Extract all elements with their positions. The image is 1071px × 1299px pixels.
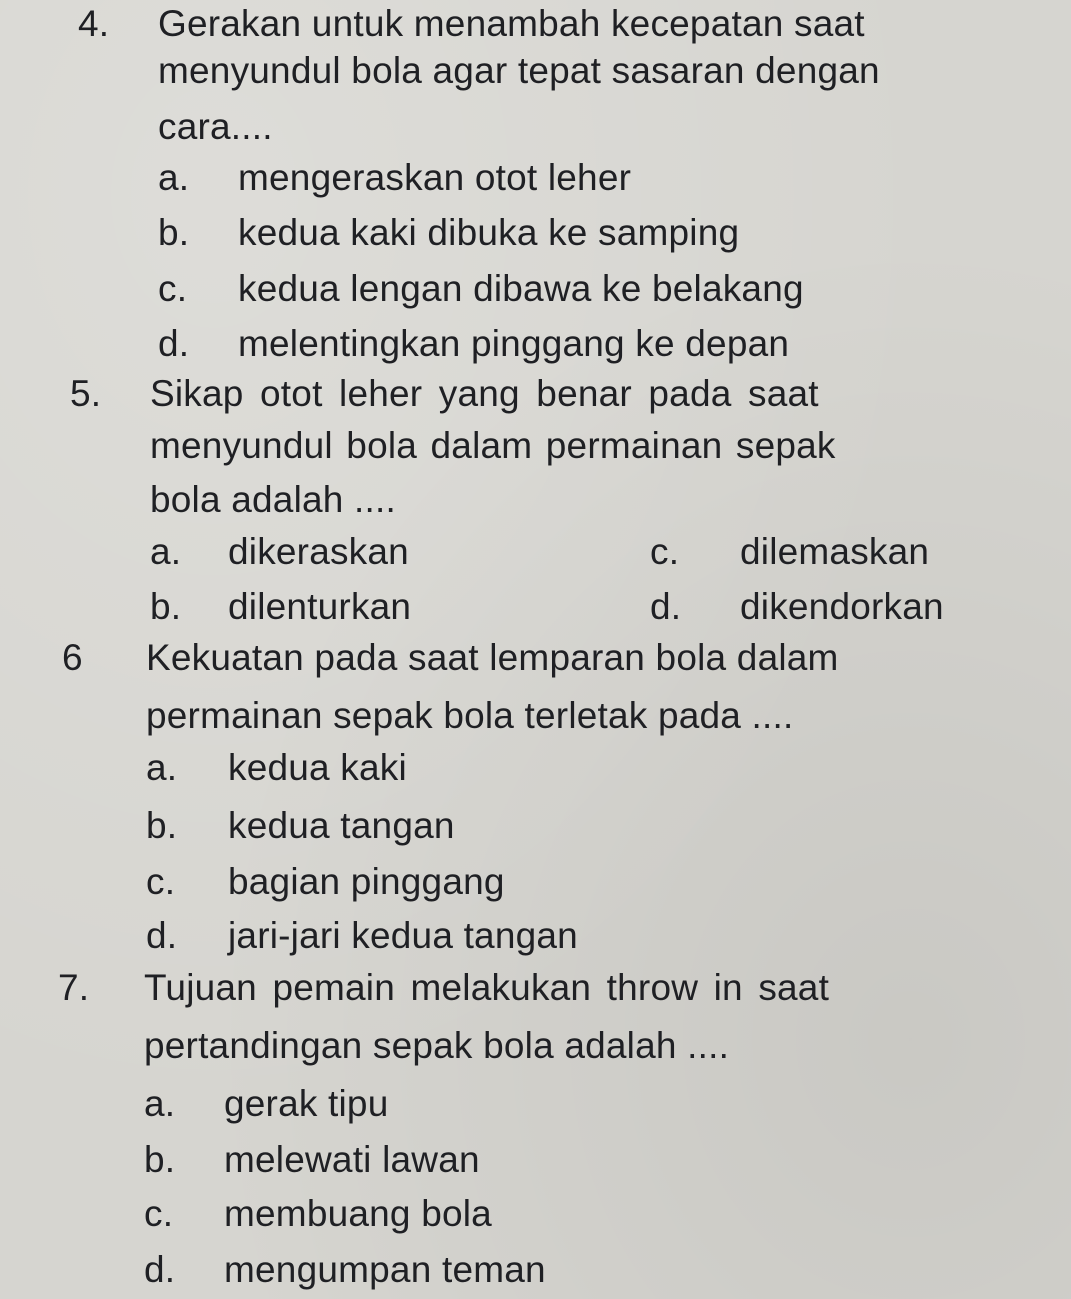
question-5-line-1 <box>70 372 819 416</box>
question-6-option-d: d. jari-jari kedua tangan <box>146 915 578 956</box>
question-5-text-2: menyundul bola dalam permainan sepak <box>150 425 836 466</box>
question-7-option-d: d. mengumpan teman <box>144 1249 546 1290</box>
question-6-text-1: Kekuatan pada saat lemparan bola dalam <box>146 637 839 678</box>
question-4-option-a: a. mengeraskan otot leher <box>158 157 632 198</box>
question-4-option-c: c. kedua lengan dibawa ke belakang <box>158 268 804 309</box>
question-7-option-b: b. melewati lawan <box>144 1139 480 1180</box>
question-5-text-3: bola adalah .... <box>150 479 396 520</box>
question-6-number: 6 <box>62 637 83 678</box>
question-5-option-a: a. dikeraskan <box>150 531 409 572</box>
question-7-number: 7. <box>58 967 90 1008</box>
question-7-line-1 <box>58 966 829 1010</box>
question-7-text-1: Tujuan pemain melakukan throw in saat <box>144 967 830 1008</box>
question-4-line-1 <box>78 2 865 46</box>
question-6-text-2: permainan sepak bola terletak pada .... <box>146 695 794 736</box>
question-4-number: 4. <box>78 3 110 44</box>
question-5-text-1: Sikap otot leher yang benar pada saat <box>150 373 819 414</box>
question-4-text-3: cara.... <box>158 106 273 147</box>
question-7-text-2: pertandingan sepak bola adalah .... <box>144 1025 730 1066</box>
question-4-text-2: menyundul bola agar tepat sasaran dengan <box>158 50 880 91</box>
question-6-option-a: a. kedua kaki <box>146 747 407 788</box>
question-4-option-d: d. melentingkan pinggang ke depan <box>158 323 790 364</box>
question-6-option-b: b. kedua tangan <box>146 805 455 846</box>
question-5-option-d: d. dikendorkan <box>650 586 944 627</box>
question-6-option-c: c. bagian pinggang <box>146 861 505 902</box>
question-7-option-c: c. membuang bola <box>144 1193 492 1234</box>
question-7-option-a: a. gerak tipu <box>144 1083 389 1124</box>
question-5-option-c: c. dilemaskan <box>650 531 930 572</box>
question-4-option-b: b. kedua kaki dibuka ke samping <box>158 212 740 253</box>
question-4-text-1: Gerakan untuk menambah kecepatan saat <box>158 3 865 44</box>
question-5-number: 5. <box>70 373 102 414</box>
question-6-line-1 <box>62 636 839 680</box>
question-5-option-b: b. dilenturkan <box>150 586 412 627</box>
